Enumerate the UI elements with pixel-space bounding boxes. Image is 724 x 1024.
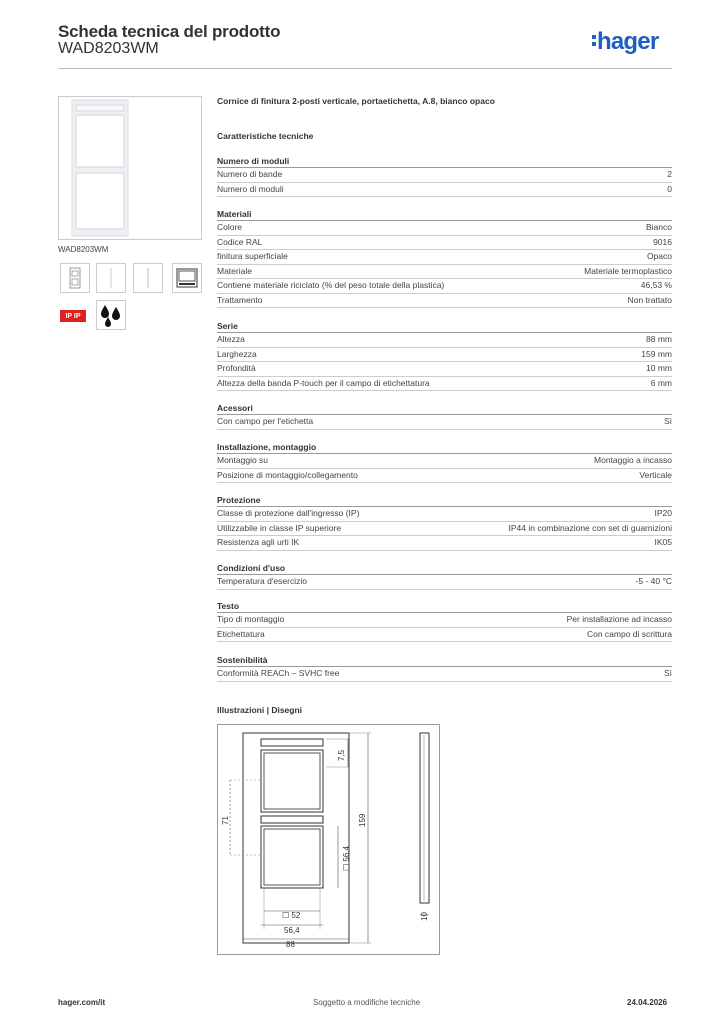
- spec-row: Contiene materiale riciclato (% del peso totale della plastica) 46,53 %: [217, 279, 672, 294]
- ip-rating-badge: IP IP: [60, 310, 86, 322]
- brand-logo: hager: [592, 28, 658, 56]
- spec-row: Materiale Materiale termoplastico: [217, 265, 672, 280]
- spec-row: Profondità 10 mm: [217, 362, 672, 377]
- tech-title: Caratteristiche tecniche: [217, 131, 314, 141]
- section-sostenibilita: Sostenibilità Conformità REACh – SVHC free Sì: [217, 655, 672, 682]
- section-materiali: Materiali Colore Bianco Codice RAL 9016 finitura superficiale Opaco Materiale Materiale termoplastico Contiene materiale riciclato (% del peso totale della plastica) 46,53 % Trattamento Non trattato: [217, 209, 672, 308]
- product-code: WAD8203WM: [58, 40, 159, 57]
- footer-date: 24.04.2026: [627, 998, 668, 1007]
- spec-row: Classe di protezione dall'ingresso (IP) IP20: [217, 507, 672, 522]
- section-numero-moduli: Numero di moduli Numero di bande 2 Numero di moduli 0: [217, 156, 672, 197]
- page-title: Scheda tecnica del prodotto: [58, 22, 281, 41]
- spec-row: finitura superficiale Opaco: [217, 250, 672, 265]
- drawings-title: Illustrazioni | Disegni: [217, 705, 303, 715]
- dim-88: 88: [286, 940, 295, 949]
- water-drops-icon: [96, 300, 126, 330]
- dim-10: 10: [420, 912, 429, 921]
- spec-row: Montaggio su Montaggio a incasso: [217, 454, 672, 469]
- dim-56-4-horizontal: 56,4: [284, 926, 300, 935]
- spec-row: Larghezza 159 mm: [217, 348, 672, 363]
- logo-dots-icon: [592, 32, 596, 49]
- spec-row: Numero di bande 2: [217, 168, 672, 183]
- thumbnail-front[interactable]: [60, 263, 90, 293]
- spec-row: Altezza della banda P-touch per il campo di etichettatura 6 mm: [217, 377, 672, 392]
- spec-row: Conformità REACh – SVHC free Sì: [217, 667, 672, 682]
- section-accessori: Acessori Con campo per l'etichetta Sì: [217, 403, 672, 430]
- spec-row: Numero di moduli 0: [217, 183, 672, 198]
- section-condizioni-uso: Condizioni d'uso Temperatura d'esercizio -5 - 40 °C: [217, 563, 672, 590]
- section-protezione: Protezione Classe di protezione dall'ingresso (IP) IP20 Utilizzabile in classe IP superiore IP44 in combinazione con set di guarnizioni Resistenza agli urti IK IK05: [217, 495, 672, 551]
- spec-row: Etichettatura Con campo di scrittura: [217, 628, 672, 643]
- spec-row: Trattamento Non trattato: [217, 294, 672, 309]
- footer-note: Soggetto a modifiche tecniche: [313, 998, 421, 1007]
- section-serie: Serie Altezza 88 mm Larghezza 159 mm Profondità 10 mm Altezza della banda P-touch per il campo di etichettatura 6 mm: [217, 321, 672, 391]
- spec-row: Altezza 88 mm: [217, 333, 672, 348]
- dim-71: 71: [221, 816, 230, 825]
- spec-row: Posizione di montaggio/collegamento Verticale: [217, 469, 672, 484]
- spec-row: Utilizzabile in classe IP superiore IP44 in combinazione con set di guarnizioni: [217, 522, 672, 537]
- product-image: [58, 96, 202, 240]
- section-testo: Testo Tipo di montaggio Per installazione ad incasso Etichettatura Con campo di scrittura: [217, 601, 672, 642]
- footer-website-link[interactable]: hager.com/it: [58, 998, 106, 1007]
- header-divider: [58, 68, 672, 69]
- dim-52: ☐ 52: [282, 911, 301, 920]
- thumbnail-box[interactable]: [172, 263, 202, 293]
- product-image-caption: WAD8203WM: [58, 245, 109, 254]
- spec-row: Resistenza agli urti IK IK05: [217, 536, 672, 551]
- thumbnail-edge[interactable]: [133, 263, 163, 293]
- spec-row: Colore Bianco: [217, 221, 672, 236]
- dim-7-5: 7,5: [337, 749, 346, 761]
- spec-row: Temperatura d'esercizio -5 - 40 °C: [217, 575, 672, 590]
- spec-row: Codice RAL 9016: [217, 236, 672, 251]
- section-installazione: Installazione, montaggio Montaggio su Montaggio a incasso Posizione di montaggio/collegamento Verticale: [217, 442, 672, 483]
- dim-56-4-vertical: ☐ 56,4: [342, 846, 351, 871]
- thumbnail-side[interactable]: [96, 263, 126, 293]
- product-description: Cornice di finitura 2-posti verticale, portaetichetta, A.8, bianco opaco: [217, 96, 495, 106]
- spec-row: Con campo per l'etichetta Sì: [217, 415, 672, 430]
- dim-159: 159: [358, 813, 367, 827]
- technical-drawing: [217, 724, 440, 955]
- spec-row: Tipo di montaggio Per installazione ad incasso: [217, 613, 672, 628]
